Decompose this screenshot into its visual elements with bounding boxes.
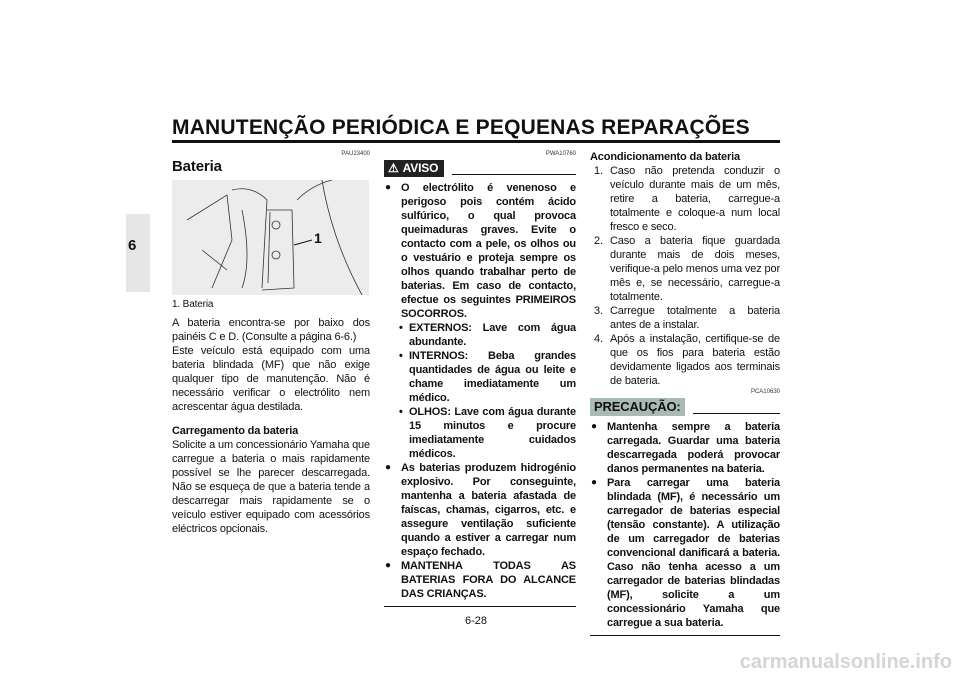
warning-badge bbox=[384, 160, 444, 177]
list-item: ● Mantenha sempre a bateria carregada. Guardar uma bateria descarregada poderá provocar danos permanentes na bateria. bbox=[590, 420, 780, 476]
step-text: Após a instalação, certifique-se de que os fios para bateria estão devidamente ligados aos terminais de bateria. bbox=[610, 333, 780, 387]
step-number: 2. bbox=[594, 235, 603, 247]
figure-caption: 1. Bateria bbox=[172, 299, 214, 310]
divider bbox=[693, 401, 780, 414]
caution-badge: PRECAUÇÃO: bbox=[590, 398, 685, 416]
divider bbox=[384, 606, 576, 607]
warning-label: AVISO bbox=[402, 161, 439, 175]
list-item: ● O electrólito é venenoso e perigoso pois contém ácido sulfúrico, o qual provoca queimaduras graves. Evite o contacto com a pele, os olhos ou o vestuário e proteja sempre os olhos quando trabalhar perto de baterias. Em caso de contacto, efectue os seguintes PRIMEIROS SOCORROS. bbox=[384, 181, 576, 321]
column-right bbox=[590, 150, 780, 636]
step-number: 3. bbox=[594, 305, 603, 317]
list-subitem: • EXTERNOS: Lave com água abundante. bbox=[384, 321, 576, 349]
list-item bbox=[590, 304, 780, 332]
list-item bbox=[590, 234, 780, 304]
list-item bbox=[590, 164, 780, 234]
battery-illustration bbox=[172, 180, 369, 295]
column-middle bbox=[384, 150, 576, 607]
figure-callout: 1 bbox=[314, 230, 322, 246]
divider bbox=[590, 635, 780, 636]
ref-code: PAU23400 bbox=[341, 151, 370, 157]
step-number: 1. bbox=[594, 165, 603, 177]
paragraph: Este veículo está equipado com uma bateria blindada (MF) que não exige qualquer tipo de manutenção. Não é necessário verificar o electrólito nem acrescentar água destilada. bbox=[172, 345, 370, 413]
step-text: Carregue totalmente a bateria antes de a instalar. bbox=[610, 305, 780, 331]
battery-drawing-icon bbox=[172, 180, 369, 295]
paragraph: A bateria encontra-se por baixo dos painéis C e D. (Consulte a página 6-6.) bbox=[172, 317, 370, 343]
subheading: Carregamento da bateria bbox=[172, 425, 299, 437]
warning-header bbox=[384, 160, 576, 177]
step-text: Caso a bateria fique guardada durante mais de dois meses, verifique-a pelo menos uma vez por mês e, se necessário, carregue-a totalmente. bbox=[610, 235, 780, 303]
list-subitem: • INTERNOS: Beba grandes quantidades de água ou leite e chame imediatamente um médico. bbox=[384, 349, 576, 405]
list-subitem: • OLHOS: Lave com água durante 15 minutos e procure imediatamente cuidados médicos. bbox=[384, 405, 576, 461]
warning-triangle-icon: ⚠ bbox=[388, 161, 399, 175]
subheading: Acondicionamento da bateria bbox=[590, 151, 740, 163]
step-text: Caso não pretenda conduzir o veículo durante mais de um mês, retire a bateria, carregue-a totalmente e coloque-a num local fresco e seco. bbox=[610, 165, 780, 233]
list-item: ● MANTENHA TODAS AS BATERIAS FORA DO ALCANCE DAS CRIANÇAS. bbox=[384, 559, 576, 601]
section-heading: Bateria bbox=[172, 158, 222, 175]
column-left bbox=[172, 150, 370, 536]
page-number: 6-28 bbox=[465, 615, 488, 627]
chapter-number: 6 bbox=[128, 237, 137, 254]
list-item bbox=[590, 332, 780, 388]
list-item: ● As baterias produzem hidrogénio explosivo. Por conseguinte, mantenha a bateria afastada de faíscas, chamas, cigarros, etc. e assegure ventilação suficiente quando a estiver a carregar num espaço fechado. bbox=[384, 461, 576, 559]
step-number: 4. bbox=[594, 333, 603, 345]
divider bbox=[452, 162, 576, 175]
ref-code: PWA10760 bbox=[545, 151, 576, 157]
header-rule bbox=[172, 140, 780, 143]
ref-code: PCA10630 bbox=[750, 389, 780, 395]
watermark: carmanualsonline.info bbox=[739, 651, 952, 673]
caution-header bbox=[590, 398, 780, 416]
page-title: MANUTENÇÃO PERIÓDICA E PEQUENAS REPARAÇÕES bbox=[172, 116, 750, 139]
list-item: ● Para carregar uma bateria blindada (MF), é necessário um carregador de baterias especial (tensão constante). A utilização de um carregador de baterias convencional danificará a bateria. Caso não tenha acesso a um carregador de baterias blindadas (MF), solicite a um concessionário Yamaha que carregue a sua bateria. bbox=[590, 476, 780, 630]
paragraph: Solicite a um concessionário Yamaha que carregue a bateria o mais rapidamente possível se lhe parecer descarregada. Não se esqueça de que a bateria tende a descarregar mais rapidamente se o veículo estiver equipado com acessórios eléctricos opcionais. bbox=[172, 439, 370, 535]
